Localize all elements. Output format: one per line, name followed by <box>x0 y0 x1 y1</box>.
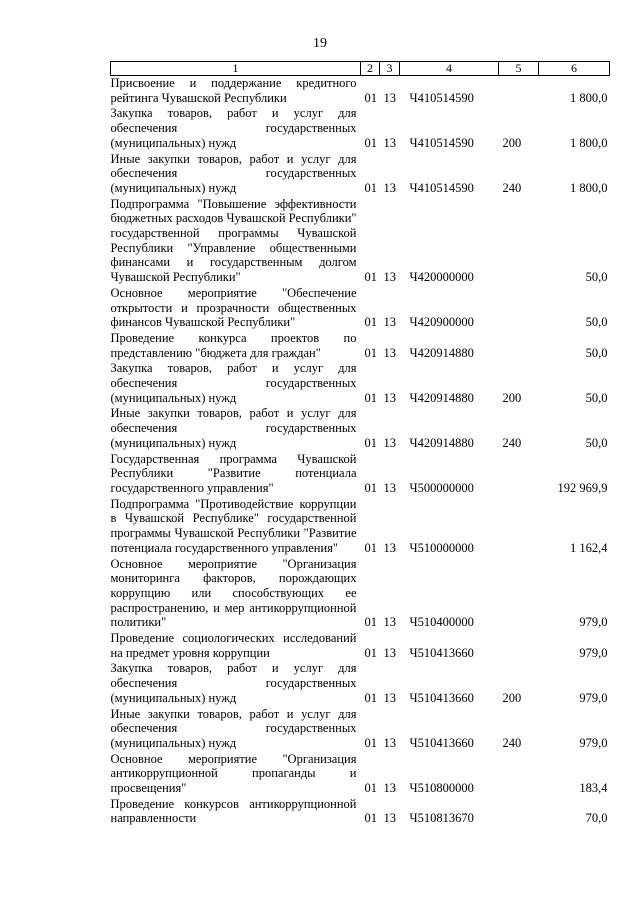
row-amount: 183,4 <box>579 781 608 796</box>
table-row <box>111 197 610 286</box>
row-section: 01 <box>364 781 377 796</box>
header-cell-3: 3 <box>380 62 400 76</box>
row-name: Проведение конкурса проектов по представлению "бюджета для граждан" <box>110 330 357 360</box>
row-subsection: 13 <box>383 435 396 450</box>
row-amount: 1 800,0 <box>570 90 608 105</box>
row-name: Основное мероприятие "Обеспечение открытости и прозрачности общественных финансов Чувашской Республики" <box>110 285 357 330</box>
row-target-article: Ч410514590 <box>409 180 474 195</box>
row-amount: 1 800,0 <box>570 135 608 150</box>
row-target-article: Ч510000000 <box>409 540 474 555</box>
row-target-article: Ч410514590 <box>409 90 474 105</box>
row-expense-type <box>499 286 539 331</box>
row-target-article: Ч510813670 <box>409 811 474 826</box>
table-row <box>111 661 610 706</box>
page-number: 19 <box>313 36 327 51</box>
header-cell-1: 1 <box>111 62 361 76</box>
row-expense-type: 200 <box>502 690 522 705</box>
table-row <box>111 557 610 632</box>
row-section: 01 <box>364 690 377 705</box>
row-section: 01 <box>364 480 377 495</box>
row-expense-type <box>499 197 539 286</box>
row-name: Проведение конкурсов антикоррупционной направленности <box>110 796 357 826</box>
row-section: 01 <box>364 90 377 105</box>
row-subsection: 13 <box>383 811 396 826</box>
row-name: Иные закупки товаров, работ и услуг для обеспечения государственных (муниципальных) нужд <box>110 706 357 750</box>
row-section: 01 <box>364 615 377 630</box>
row-expense-type: 200 <box>502 390 522 405</box>
header-cell-2: 2 <box>361 62 380 76</box>
row-amount: 50,0 <box>585 345 608 360</box>
row-amount: 50,0 <box>585 315 608 330</box>
row-subsection: 13 <box>383 690 396 705</box>
row-subsection: 13 <box>383 645 396 660</box>
row-name: Основное мероприятие "Организация мониторинга факторов, порождающих коррупцию или способствующих ее распространению, и мер антикоррупционной политики" <box>110 556 357 630</box>
header-cell-5: 5 <box>499 62 539 76</box>
row-name: Закупка товаров, работ и услуг для обеспечения государственных (муниципальных) нужд <box>110 361 357 405</box>
row-name: Государственная программа Чувашской Республики "Развитие потенциала государственного управления" <box>110 451 357 495</box>
table-row <box>111 497 610 557</box>
row-target-article: Ч420914880 <box>409 390 474 405</box>
row-section: 01 <box>364 315 377 330</box>
row-amount: 979,0 <box>579 690 608 705</box>
row-target-article: Ч410514590 <box>409 135 474 150</box>
row-amount: 50,0 <box>585 270 608 285</box>
row-target-article: Ч510800000 <box>409 781 474 796</box>
table-row <box>111 361 610 406</box>
row-expense-type <box>499 797 539 827</box>
row-subsection: 13 <box>383 735 396 750</box>
row-subsection: 13 <box>383 615 396 630</box>
row-target-article: Ч500000000 <box>409 480 474 495</box>
row-expense-type <box>499 631 539 661</box>
row-expense-type: 240 <box>502 435 522 450</box>
row-subsection: 13 <box>383 390 396 405</box>
row-target-article: Ч420900000 <box>409 315 474 330</box>
row-target-article: Ч510413660 <box>409 645 474 660</box>
row-target-article: Ч420000000 <box>409 270 474 285</box>
row-name: Иные закупки товаров, работ и услуг для обеспечения государственных (муниципальных) нужд <box>110 151 357 195</box>
row-amount: 979,0 <box>579 615 608 630</box>
header-row <box>111 62 610 76</box>
row-expense-type <box>499 331 539 361</box>
table-body <box>111 76 610 828</box>
row-expense-type: 240 <box>502 180 522 195</box>
row-name: Подпрограмма "Повышение эффективности бюджетных расходов Чувашской Республики" государственной программы Чувашской Республики "Управление общественными финансами и государственным долгом Чувашской Республики" <box>110 196 357 285</box>
row-expense-type: 200 <box>502 135 522 150</box>
row-name: Закупка товаров, работ и услуг для обеспечения государственных (муниципальных) нужд <box>110 661 357 705</box>
row-amount: 1 162,4 <box>570 540 608 555</box>
table-row <box>111 76 610 107</box>
row-target-article: Ч420914880 <box>409 345 474 360</box>
row-section: 01 <box>364 135 377 150</box>
row-section: 01 <box>364 270 377 285</box>
table-row <box>111 631 610 661</box>
row-amount: 50,0 <box>585 435 608 450</box>
row-subsection: 13 <box>383 180 396 195</box>
row-expense-type <box>499 452 539 497</box>
row-amount: 192 969,9 <box>557 480 608 495</box>
row-name: Закупка товаров, работ и услуг для обеспечения государственных (муниципальных) нужд <box>110 106 357 150</box>
table-row <box>111 106 610 151</box>
row-subsection: 13 <box>383 540 396 555</box>
row-name: Иные закупки товаров, работ и услуг для обеспечения государственных (муниципальных) нужд <box>110 406 357 450</box>
table-row <box>111 707 610 752</box>
table-row <box>111 152 610 197</box>
row-expense-type <box>499 557 539 632</box>
row-target-article: Ч420914880 <box>409 435 474 450</box>
row-amount: 50,0 <box>585 390 608 405</box>
row-subsection: 13 <box>383 480 396 495</box>
row-name: Присвоение и поддержание кредитного рейтинга Чувашской Республики <box>110 76 357 105</box>
row-expense-type <box>499 752 539 797</box>
header-cell-6: 6 <box>539 62 610 76</box>
budget-table <box>110 61 610 827</box>
row-section: 01 <box>364 180 377 195</box>
table-row <box>111 331 610 361</box>
table-row <box>111 286 610 331</box>
row-subsection: 13 <box>383 90 396 105</box>
table-row <box>111 752 610 797</box>
table-row <box>111 406 610 451</box>
row-subsection: 13 <box>383 270 396 285</box>
row-section: 01 <box>364 540 377 555</box>
row-target-article: Ч510413660 <box>409 735 474 750</box>
row-subsection: 13 <box>383 345 396 360</box>
table-row <box>111 797 610 827</box>
row-subsection: 13 <box>383 135 396 150</box>
table-row <box>111 452 610 497</box>
row-name: Основное мероприятие "Организация антикоррупционной пропаганды и просвещения" <box>110 751 357 796</box>
row-amount: 1 800,0 <box>570 180 608 195</box>
row-subsection: 13 <box>383 315 396 330</box>
row-expense-type: 240 <box>502 735 522 750</box>
row-section: 01 <box>364 735 377 750</box>
row-section: 01 <box>364 645 377 660</box>
row-subsection: 13 <box>383 781 396 796</box>
row-section: 01 <box>364 390 377 405</box>
row-target-article: Ч510413660 <box>409 690 474 705</box>
row-section: 01 <box>364 811 377 826</box>
row-section: 01 <box>364 435 377 450</box>
row-name: Подпрограмма "Противодействие коррупции в Чувашской Республике" государственной программы Чувашской Республики "Развитие потенциала государственного управления" <box>110 496 357 555</box>
header-cell-4: 4 <box>400 62 499 76</box>
row-target-article: Ч510400000 <box>409 615 474 630</box>
row-expense-type <box>499 497 539 557</box>
table-header <box>111 62 610 76</box>
row-amount: 979,0 <box>579 645 608 660</box>
row-section: 01 <box>364 345 377 360</box>
row-amount: 70,0 <box>585 811 608 826</box>
row-amount: 979,0 <box>579 735 608 750</box>
row-expense-type <box>499 76 539 107</box>
row-name: Проведение социологических исследований на предмет уровня коррупции <box>110 631 357 660</box>
